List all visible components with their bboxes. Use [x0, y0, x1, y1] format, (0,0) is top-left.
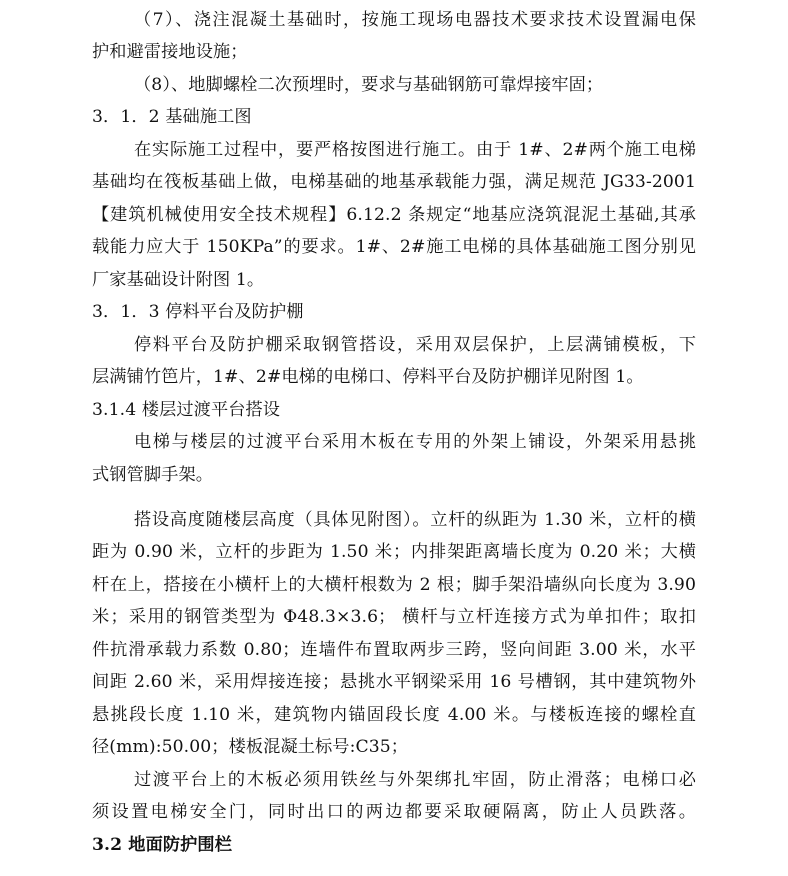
paragraph-line: 基础均在筏板基础上做，电梯基础的地基承载能力强，满足规范 JG33-2001: [92, 172, 696, 192]
paragraph-line: 层满铺竹笆片，1#、2#电梯的电梯口、停料平台及防护棚详见附图 1。: [92, 367, 644, 387]
section-heading: 3.1.4 楼层过渡平台搭设: [92, 400, 281, 420]
paragraph-line: 厂家基础设计附图 1。: [92, 270, 265, 290]
paragraph-line: 间距 2.60 米，采用焊接连接；悬挑水平钢梁采用 16 号槽钢，其中建筑物外: [92, 672, 696, 692]
paragraph-line: 须设置电梯安全门，同时出口的两边都要采取硬隔离，防止人员跌落。: [92, 802, 696, 822]
paragraph-line: 杆在上，搭接在小横杆上的大横杆根数为 2 根；脚手架沿墙纵向长度为 3.90: [92, 575, 696, 595]
section-heading: 3.2 地面防护围栏: [92, 835, 233, 855]
paragraph-line: 悬挑段长度 1.10 米，建筑物内锚固段长度 4.00 米。与楼板连接的螺栓直: [92, 705, 696, 725]
paragraph-line: 在实际施工过程中，要严格按图进行施工。由于 1#、2#两个施工电梯: [134, 140, 696, 160]
paragraph-line: 搭设高度随楼层高度（具体见附图）。立杆的纵距为 1.30 米，立杆的横: [134, 510, 696, 530]
paragraph-line: 载能力应大于 150KPa”的要求。1#、2#施工电梯的具体基础施工图分别见: [92, 237, 696, 257]
paragraph-line: 式钢管脚手架。: [92, 465, 214, 485]
paragraph-line: （8）、地脚螺栓二次预埋时，要求与基础钢筋可靠焊接牢固；: [134, 75, 604, 95]
paragraph-line: 电梯与楼层的过渡平台采用木板在专用的外架上铺设，外架采用悬挑: [134, 432, 696, 452]
section-heading: 3．1．2 基础施工图: [92, 107, 252, 127]
paragraph-line: 护和避雷接地设施；: [92, 42, 248, 62]
paragraph-line: （7）、浇注混凝土基础时，按施工现场电器技术要求技术设置漏电保: [134, 10, 696, 30]
section-heading: 3．1．3 停料平台及防护棚: [92, 302, 304, 322]
paragraph-line: 件抗滑承载力系数 0.80；连墙件布置取两步三跨，竖向间距 3.00 米，水平: [92, 640, 696, 660]
paragraph-line: 距为 0.90 米，立杆的步距为 1.50 米；内排架距离墙长度为 0.20 米；大横: [92, 542, 696, 562]
paragraph-line: 径(mm):50.00；楼板混凝土标号:C35；: [92, 737, 409, 757]
paragraph-line: 停料平台及防护棚采取钢管搭设，采用双层保护，上层满铺模板，下: [134, 335, 696, 355]
paragraph-line: 米；采用的钢管类型为 Φ48.3×3.6； 横杆与立杆连接方式为单扣件；取扣: [92, 607, 696, 627]
paragraph-line: 【建筑机械使用安全技术规程】6.12.2 条规定“地基应浇筑混泥土基础,其承: [92, 205, 696, 225]
paragraph-line: 过渡平台上的木板必须用铁丝与外架绑扎牢固，防止滑落；电梯口必: [134, 770, 696, 790]
